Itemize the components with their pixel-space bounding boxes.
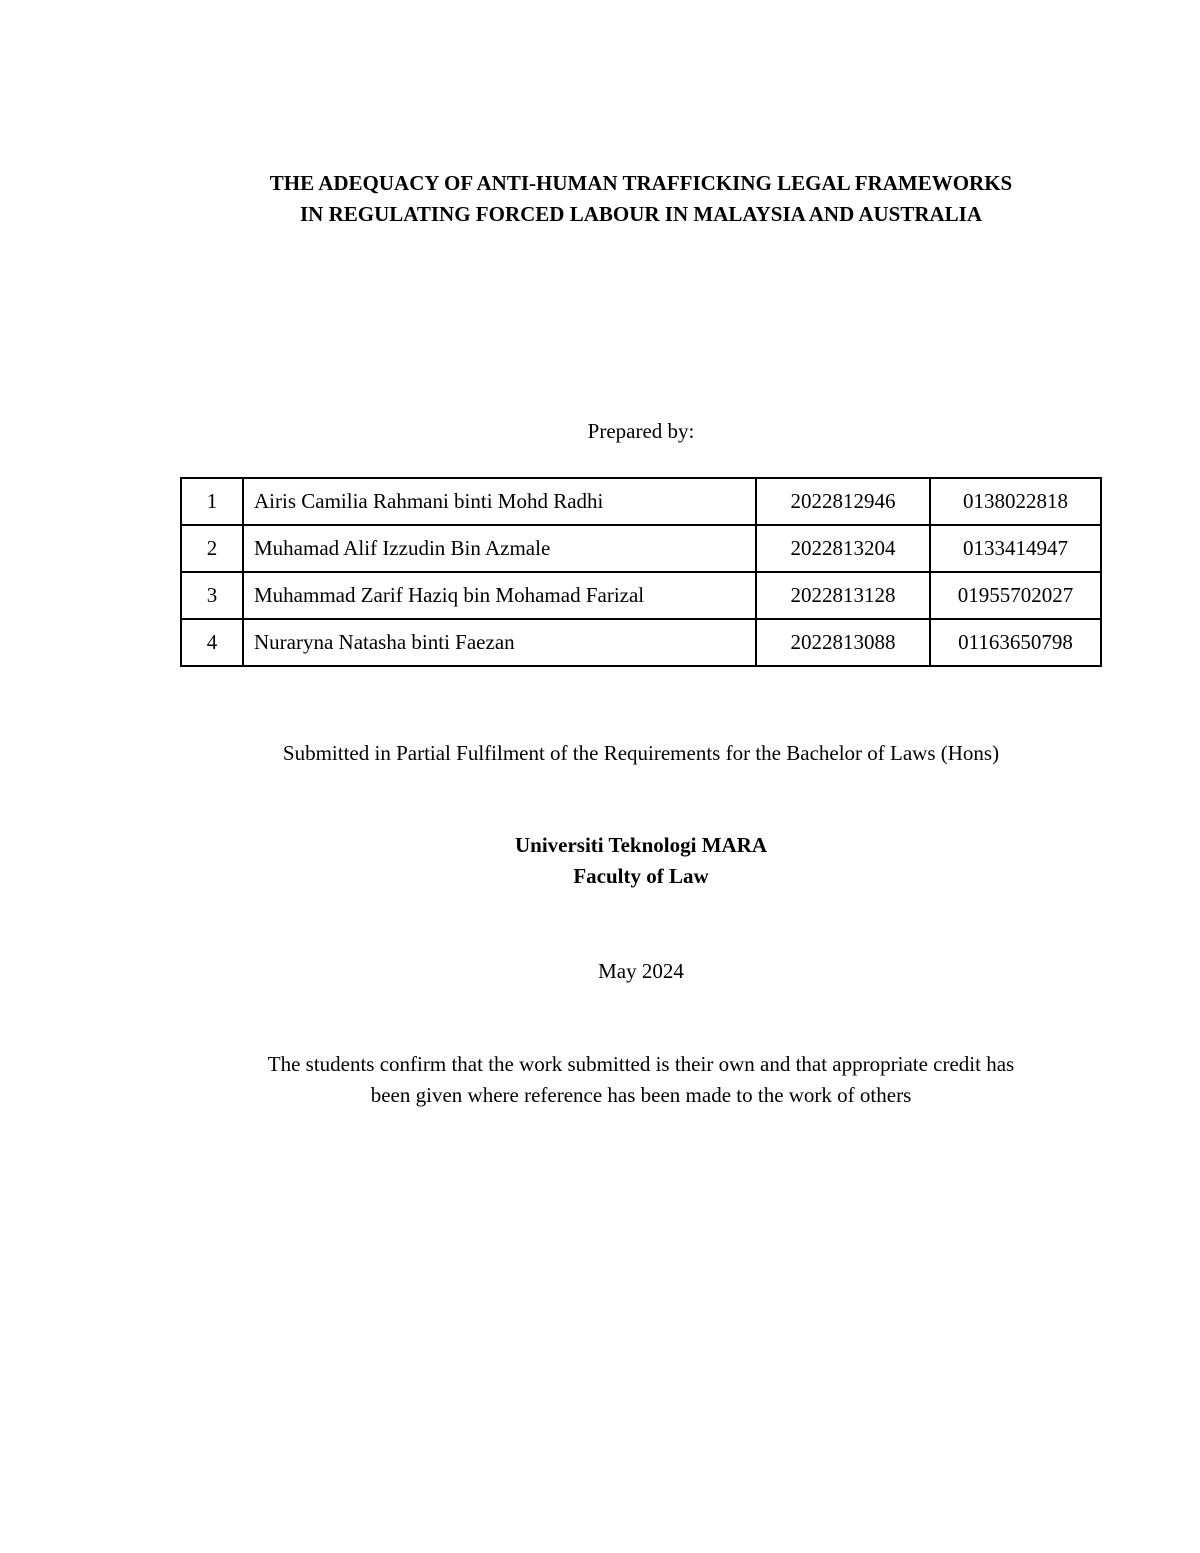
- student-id: 2022813204: [756, 525, 930, 572]
- student-id: 2022812946: [756, 478, 930, 525]
- student-id: 2022813128: [756, 572, 930, 619]
- student-name: Nuraryna Natasha binti Faezan: [243, 619, 756, 666]
- student-number: 2: [181, 525, 243, 572]
- student-name: Muhammad Zarif Haziq bin Mohamad Farizal: [243, 572, 756, 619]
- submission-date: May 2024: [598, 959, 684, 983]
- confirmation-line-1: The students confirm that the work submitted is their own and that appropriate credit has: [267, 1052, 1015, 1076]
- student-id: 2022813088: [756, 619, 930, 666]
- prepared-by-label: Prepared by:: [587, 419, 695, 443]
- student-number: 1: [181, 478, 243, 525]
- table-row: [181, 619, 1101, 666]
- student-number: 3: [181, 572, 243, 619]
- institution-block: [0, 830, 1200, 892]
- submission-statement: Submitted in Partial Fulfilment of the Requirements for the Bachelor of Laws (Hons): [282, 741, 1000, 765]
- table-row: [181, 478, 1101, 525]
- student-phone: 0133414947: [930, 525, 1101, 572]
- student-phone: 01163650798: [930, 619, 1101, 666]
- student-number: 4: [181, 619, 243, 666]
- student-name: Airis Camilia Rahmani binti Mohd Radhi: [243, 478, 756, 525]
- student-name: Muhamad Alif Izzudin Bin Azmale: [243, 525, 756, 572]
- student-phone: 0138022818: [930, 478, 1101, 525]
- student-phone: 01955702027: [930, 572, 1101, 619]
- students-table: [180, 477, 1102, 667]
- faculty-name: Faculty of Law: [573, 864, 709, 888]
- title-line-2: IN REGULATING FORCED LABOUR IN MALAYSIA AND AUSTRALIA: [299, 202, 983, 226]
- title-line-1: THE ADEQUACY OF ANTI-HUMAN TRAFFICKING LEGAL FRAMEWORKS: [269, 171, 1013, 195]
- confirmation-statement: [0, 1049, 1200, 1111]
- confirmation-line-2: been given where reference has been made to the work of others: [370, 1083, 912, 1107]
- document-title: [0, 168, 1200, 230]
- university-name: Universiti Teknologi MARA: [514, 833, 768, 857]
- table-row: [181, 525, 1101, 572]
- table-row: [181, 572, 1101, 619]
